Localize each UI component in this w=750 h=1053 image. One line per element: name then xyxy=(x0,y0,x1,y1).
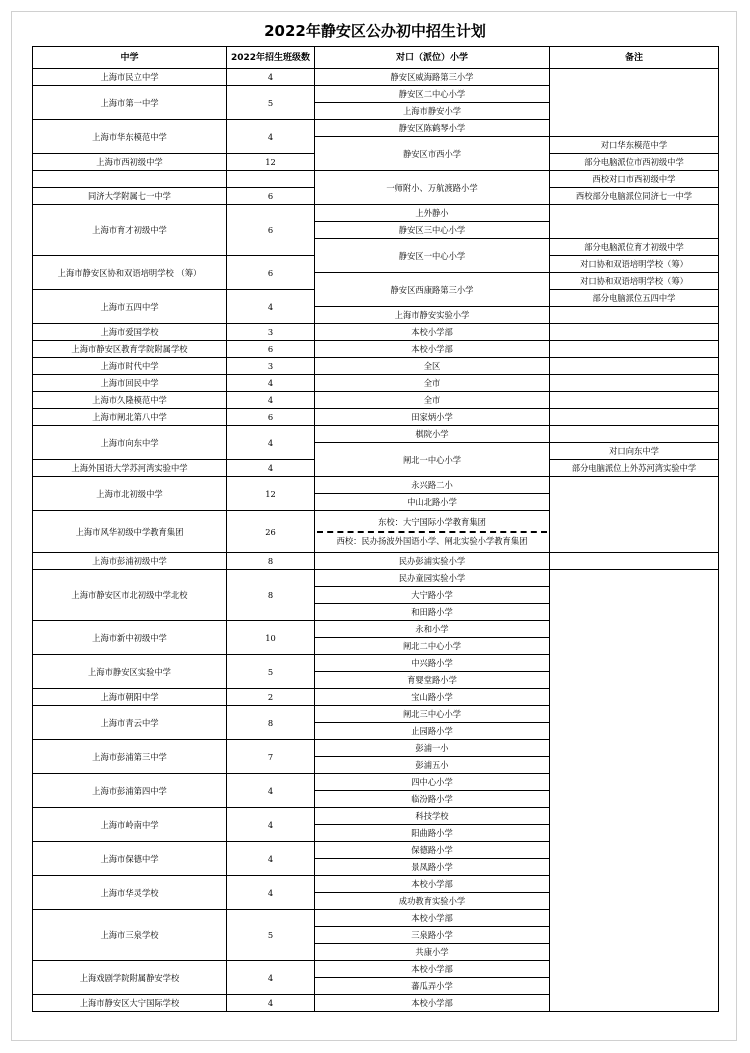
primary-school: 育婴堂路小学 xyxy=(315,672,550,689)
primary-school: 永兴路二小 xyxy=(315,477,550,494)
note-cell xyxy=(550,69,719,137)
class-count: 4 xyxy=(227,392,315,409)
class-count: 4 xyxy=(227,961,315,995)
class-count: 3 xyxy=(227,324,315,341)
note-cell: 对口协和双语培明学校（筹） xyxy=(550,273,719,290)
primary-school: 静安区三中心小学 xyxy=(315,222,550,239)
class-count: 8 xyxy=(227,570,315,621)
school-name: 上海市青云中学 xyxy=(33,706,227,740)
class-count: 3 xyxy=(227,358,315,375)
table-row xyxy=(33,375,719,392)
school-name: 上海市华东模范中学 xyxy=(33,120,227,154)
note-cell xyxy=(550,205,719,239)
primary-school: 彭浦五小 xyxy=(315,757,550,774)
school-name: 上海市新中初级中学 xyxy=(33,621,227,655)
class-count: 6 xyxy=(227,256,315,290)
note-cell xyxy=(550,553,719,570)
note-cell xyxy=(550,570,719,1012)
primary-school: 大宁路小学 xyxy=(315,587,550,604)
class-count: 4 xyxy=(227,842,315,876)
primary-school: 上外静小 xyxy=(315,205,550,222)
primary-school: 全市 xyxy=(315,375,550,392)
class-count: 4 xyxy=(227,426,315,460)
school-name: 上海市静安区协和双语培明学校 （筹） xyxy=(33,256,227,290)
primary-school: 本校小学部 xyxy=(315,995,550,1012)
table-row xyxy=(33,171,719,188)
school-name: 上海市彭浦第三中学 xyxy=(33,740,227,774)
table-row xyxy=(33,409,719,426)
school-name: 上海市五四中学 xyxy=(33,290,227,324)
class-count: 6 xyxy=(227,409,315,426)
table-row xyxy=(33,553,719,570)
primary-school: 阳曲路小学 xyxy=(315,825,550,842)
primary-school: 景凤路小学 xyxy=(315,859,550,876)
table-row xyxy=(33,69,719,86)
note-cell: 对口向东中学 xyxy=(550,443,719,460)
primary-school: 临汾路小学 xyxy=(315,791,550,808)
school-name: 上海市育才初级中学 xyxy=(33,205,227,256)
class-count: 6 xyxy=(227,188,315,205)
class-count: 4 xyxy=(227,876,315,910)
class-count: 4 xyxy=(227,460,315,477)
primary-school: 静安区二中心小学 xyxy=(315,86,550,103)
page-title: 2022年静安区公办初中招生计划 xyxy=(264,22,486,40)
note-cell: 部分电脑派位上外苏河湾实验中学 xyxy=(550,460,719,477)
note-cell xyxy=(550,341,719,358)
school-name: 上海市西初级中学 xyxy=(33,154,227,171)
header-classes: 2022年招生班级数 xyxy=(227,47,315,69)
school-name: 上海市华灵学校 xyxy=(33,876,227,910)
primary-school: 止园路小学 xyxy=(315,723,550,740)
table-row xyxy=(33,392,719,409)
note-cell xyxy=(550,409,719,426)
school-name: 上海市北初级中学 xyxy=(33,477,227,511)
school-name: 上海市风华初级中学教育集团 xyxy=(33,511,227,553)
table-row xyxy=(33,426,719,443)
primary-school-group xyxy=(315,511,550,553)
table-row xyxy=(33,477,719,494)
class-count xyxy=(227,171,315,188)
primary-school: 一师附小、万航渡路小学 xyxy=(315,171,550,205)
note-cell: 部分电脑派位育才初级中学 xyxy=(550,239,719,256)
school-name: 上海市向东中学 xyxy=(33,426,227,460)
primary-school: 彭浦一小 xyxy=(315,740,550,757)
class-count: 4 xyxy=(227,69,315,86)
primary-school: 成功教育实验小学 xyxy=(315,893,550,910)
note-cell: 西校对口市西初级中学 xyxy=(550,171,719,188)
primary-school: 永和小学 xyxy=(315,621,550,638)
school-name: 上海市民立中学 xyxy=(33,69,227,86)
primary-school: 宝山路小学 xyxy=(315,689,550,706)
primary-school: 民办彭浦实验小学 xyxy=(315,553,550,570)
school-name: 上海市岭南中学 xyxy=(33,808,227,842)
note-cell xyxy=(550,358,719,375)
primary-school-west: 西校：民办扬波外国语小学、闸北实验小学教育集团 xyxy=(336,535,528,546)
primary-school: 共康小学 xyxy=(315,944,550,961)
school-name: 上海市彭浦初级中学 xyxy=(33,553,227,570)
table-row xyxy=(33,205,719,222)
note-cell: 部分电脑派位市西初级中学 xyxy=(550,154,719,171)
class-count: 4 xyxy=(227,995,315,1012)
primary-school: 本校小学部 xyxy=(315,910,550,927)
primary-school: 中山北路小学 xyxy=(315,494,550,511)
school-name: 上海外国语大学苏河湾实验中学 xyxy=(33,460,227,477)
note-cell xyxy=(550,392,719,409)
note-cell: 西校部分电脑派位同济七一中学 xyxy=(550,188,719,205)
school-name: 上海市静安区教育学院附属学校 xyxy=(33,341,227,358)
class-count: 6 xyxy=(227,205,315,256)
primary-school: 本校小学部 xyxy=(315,341,550,358)
class-count: 26 xyxy=(227,511,315,553)
school-name: 上海市朝阳中学 xyxy=(33,689,227,706)
primary-school: 和田路小学 xyxy=(315,604,550,621)
school-name: 上海戏剧学院附属静安学校 xyxy=(33,961,227,995)
school-name: 上海市静安区实验中学 xyxy=(33,655,227,689)
header-primary: 对口（派位）小学 xyxy=(315,47,550,69)
primary-school: 闸北三中心小学 xyxy=(315,706,550,723)
primary-school: 静安区陈鹤琴小学 xyxy=(315,120,550,137)
primary-school: 本校小学部 xyxy=(315,324,550,341)
school-name: 上海市第一中学 xyxy=(33,86,227,120)
class-count: 12 xyxy=(227,154,315,171)
class-count: 8 xyxy=(227,553,315,570)
primary-school: 民办童园实验小学 xyxy=(315,570,550,587)
primary-school: 四中心小学 xyxy=(315,774,550,791)
enrollment-table xyxy=(32,46,719,1012)
primary-school: 静安区市西小学 xyxy=(315,137,550,171)
table-row xyxy=(33,570,719,587)
primary-school: 蕃瓜弄小学 xyxy=(315,978,550,995)
header-notes: 备注 xyxy=(550,47,719,69)
primary-school: 田家炳小学 xyxy=(315,409,550,426)
school-name: 上海市久隆模范中学 xyxy=(33,392,227,409)
note-cell: 部分电脑派位五四中学 xyxy=(550,290,719,307)
class-count: 10 xyxy=(227,621,315,655)
class-count: 4 xyxy=(227,808,315,842)
primary-school: 本校小学部 xyxy=(315,961,550,978)
primary-school: 保德路小学 xyxy=(315,842,550,859)
note-cell xyxy=(550,375,719,392)
school-name: 同济大学附属七一中学 xyxy=(33,188,227,205)
school-name: 上海市回民中学 xyxy=(33,375,227,392)
note-cell xyxy=(550,307,719,324)
class-count: 12 xyxy=(227,477,315,511)
note-cell xyxy=(550,324,719,341)
school-name: 上海市保德中学 xyxy=(33,842,227,876)
class-count: 5 xyxy=(227,655,315,689)
note-cell: 对口华东模范中学 xyxy=(550,137,719,154)
school-name: 上海市闸北第八中学 xyxy=(33,409,227,426)
primary-school: 闸北二中心小学 xyxy=(315,638,550,655)
school-name: 上海市彭浦第四中学 xyxy=(33,774,227,808)
primary-school: 上海市静安小学 xyxy=(315,103,550,120)
header-school: 中学 xyxy=(33,47,227,69)
primary-school: 全区 xyxy=(315,358,550,375)
primary-school: 上海市静安实验小学 xyxy=(315,307,550,324)
class-count: 2 xyxy=(227,689,315,706)
school-name: 上海市三泉学校 xyxy=(33,910,227,961)
class-count: 4 xyxy=(227,774,315,808)
primary-school: 棋院小学 xyxy=(315,426,550,443)
class-count: 5 xyxy=(227,86,315,120)
school-name: 上海市时代中学 xyxy=(33,358,227,375)
primary-school: 中兴路小学 xyxy=(315,655,550,672)
class-count: 4 xyxy=(227,290,315,324)
primary-school-east: 东校：大宁国际小学教育集团 xyxy=(378,516,486,527)
note-cell: 对口协和双语培明学校（筹） xyxy=(550,256,719,273)
primary-school: 三泉路小学 xyxy=(315,927,550,944)
school-name: 上海市静安区市北初级中学北校 xyxy=(33,570,227,621)
primary-school: 闸北一中心小学 xyxy=(315,443,550,477)
class-count: 4 xyxy=(227,120,315,154)
note-cell xyxy=(550,477,719,553)
dashed-divider xyxy=(317,531,547,533)
primary-school: 本校小学部 xyxy=(315,876,550,893)
class-count: 7 xyxy=(227,740,315,774)
table-row xyxy=(33,341,719,358)
table-row xyxy=(33,324,719,341)
school-name xyxy=(33,171,227,188)
table-header-row xyxy=(33,47,719,69)
class-count: 6 xyxy=(227,341,315,358)
primary-school: 全市 xyxy=(315,392,550,409)
class-count: 5 xyxy=(227,910,315,961)
note-cell xyxy=(550,426,719,443)
primary-school: 静安区威海路第三小学 xyxy=(315,69,550,86)
primary-school: 科技学校 xyxy=(315,808,550,825)
primary-school: 静安区西康路第三小学 xyxy=(315,273,550,307)
primary-school: 静安区一中心小学 xyxy=(315,239,550,273)
school-name: 上海市静安区大宁国际学校 xyxy=(33,995,227,1012)
class-count: 4 xyxy=(227,375,315,392)
table-row xyxy=(33,358,719,375)
school-name: 上海市爱国学校 xyxy=(33,324,227,341)
class-count: 8 xyxy=(227,706,315,740)
